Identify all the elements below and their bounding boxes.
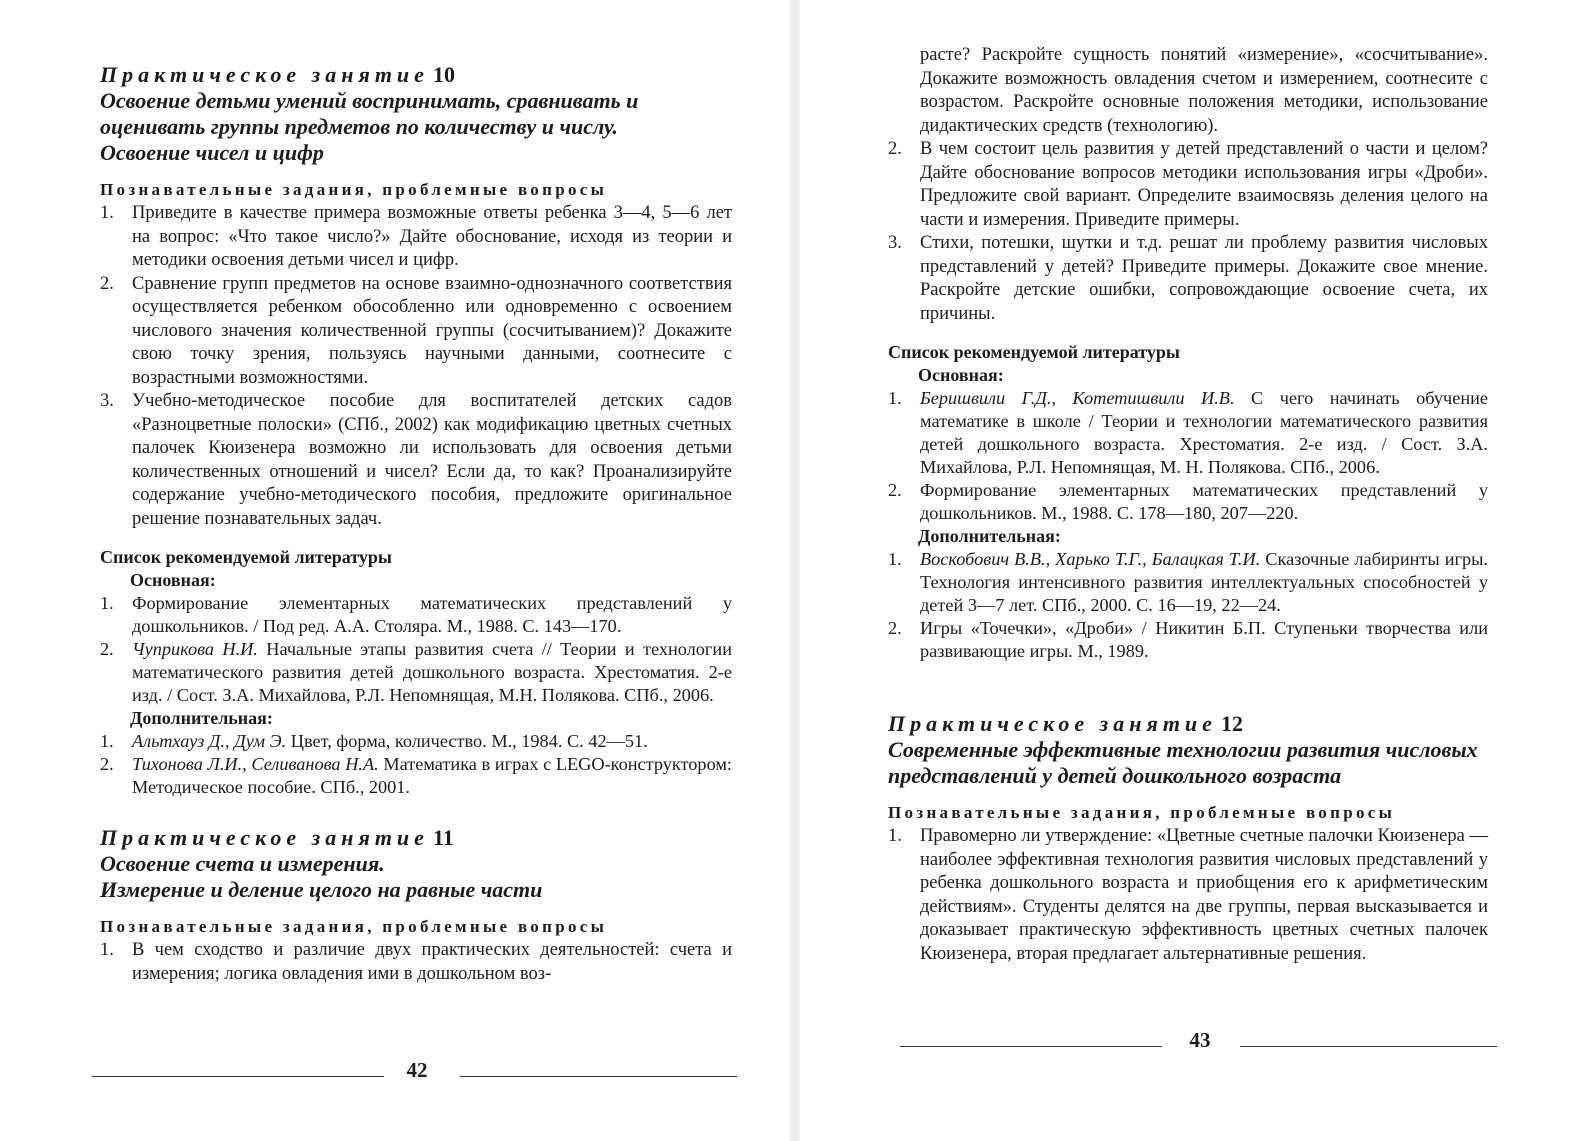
page-number: 42: [406, 1058, 428, 1082]
tasks-heading: Познавательные задания, проблемные вопросы: [100, 917, 608, 936]
list-item: 3. Стихи, потешки, шутки и т.д. решат ли проблему развития числовых представлений у детей? Приведите примеры. Докажите свое мнение. Раскройте детские ошибки, сопровождающие освоение счета, их причины.: [888, 233, 1488, 324]
section-title-pz10: Освоение детьми умений воспринимать, сравнивать и оценивать группы предметов по количеству и числу. Освоение чисел и цифр: [100, 88, 639, 165]
literature-extra-label: Дополнительная:: [130, 708, 273, 728]
tasks-heading: Познавательные задания, проблемные вопросы: [888, 803, 1396, 822]
section-label-pz11: Практическое занятие 11: [100, 825, 454, 850]
literature-main-label: Основная:: [918, 365, 1004, 385]
right-column: [888, 44, 1488, 966]
list-item: 1. Альтхауз Д., Дум Э. Цвет, форма, количество. М., 1984. С. 42—51.: [100, 731, 648, 751]
page-footer: [92, 1056, 737, 1096]
task-list: [100, 202, 732, 531]
list-item: 2. Сравнение групп предметов на основе взаимно-однозначного соответствия осуществляется ребенком обособленно или одновременно с освоением числового значения количественной группы (сосчитыванием)? Докажите свою точку зрения, пользуясь научными данными, соотнесите с возрастными возможностями.: [100, 273, 732, 388]
page-number: 43: [1189, 1028, 1211, 1052]
task-list: [888, 138, 1488, 326]
left-column: [100, 62, 732, 986]
footer-rule: [900, 1046, 1162, 1047]
literature-extra-list: [888, 548, 1488, 663]
list-item: 2. Чуприкова Н.И. Начальные этапы развития счета // Теории и технологии математического развития детей дошкольного возраста. Хрестоматия. 2-е изд. / Сост. З.А. Михайлова, Р.Л. Непомнящая, М.Н. Полякова. СПб., 2006.: [100, 639, 732, 705]
page-footer: [900, 1026, 1497, 1066]
section-title-pz11-line2: Измерение и деление целого на равные части: [100, 877, 543, 902]
list-item: 1. В чем сходство и различие двух практических деятельностей: счета и измерения; логика овладения ими в дошкольном воз-: [100, 940, 732, 984]
literature-main-label: Основная:: [130, 570, 216, 590]
list-item: 3. Учебно-методическое пособие для воспитателей детских садов «Разноцветные полоски» (СПб., 2002) как модификацию цветных счетных палочек Кюизенера возможно ли использовать для освоения детьми количественных отношений и чисел? Если да, то как? Проанализируйте содержание учебно-методического пособия, предложите оригинальное решение познавательных задач.: [100, 391, 732, 529]
section-title-pz12: Современные эффективные технологии развития числовых представлений у детей дошкольного возраста: [888, 737, 1478, 788]
list-item: 1. Беришвили Г.Д., Котетишвили И.В. С чего начинать обучение математике в школе / Теории и технологии математического развития детей дошкольного возраста. Хрестоматия. 2-е изд. / Сост. З.А. Михайлова, Р.Л. Непомнящая, М. Н. Полякова. СПб., 2006.: [888, 388, 1489, 477]
literature-heading: Список рекомендуемой литературы: [100, 547, 392, 567]
literature-main-list: [888, 387, 1488, 525]
list-item: 2. В чем состоит цель развития у детей представлений о части и целом? Дайте обоснование вопросов методики использования игры «Дроби». Предложите свой вариант. Определите взаимосвязь деления целого на части и измерения. Приведите примеры.: [888, 139, 1488, 230]
list-item: 1. Воскобович В.В., Харько Т.Г., Балацкая Т.И. Сказочные лабиринты игры. Технология интенсивного развития интеллектуальных способностей у детей 3—7 лет. СПб., 2000. С. 16—19, 22—24.: [888, 549, 1488, 615]
tasks-heading: Познавательные задания, проблемные вопросы: [100, 180, 608, 199]
literature-extra-label: Дополнительная:: [918, 526, 1061, 546]
page-42: [0, 0, 790, 1141]
continued-text: расте? Раскройте сущность понятий «измерение», «сосчитывание». Докажите возможность овладения счетом и измерением, соотнесите с возрастом. Раскройте основные положения методики, использование дидактических средств (технологию).: [920, 45, 1488, 136]
footer-rule: [1240, 1046, 1497, 1047]
literature-heading: Список рекомендуемой литературы: [888, 342, 1180, 362]
page-43: [800, 0, 1588, 1141]
list-item: 1. Правомерно ли утверждение: «Цветные счетные палочки Кюизенера — наиболее эффективная технология развития числовых представлений у ребенка дошкольного возраста и приобщения его к арифметическим действиям». Студенты делятся на две группы, первая высказывается и доказывает практическую эффективность цветных счетных палочек Кюизенера, вторая предлагает альтернативные решения.: [888, 826, 1488, 964]
literature-extra-list: [100, 730, 732, 799]
list-item: 1. Приведите в качестве примера возможные ответы ребенка 3—4, 5—6 лет на вопрос: «Что такое число?» Дайте обоснование, исходя из теории и методики освоения детьми чисел и цифр.: [100, 203, 732, 270]
book-gutter: [790, 0, 800, 1141]
footer-rule: [460, 1076, 737, 1077]
list-item: 2. Формирование элементарных математических представлений у дошкольников. М., 1988. С. 178—180, 207—220.: [888, 480, 1488, 523]
list-item: 2. Тихонова Л.И., Селиванова Н.А. Математика в играх с LEGO-конструктором: Методическое пособие. СПб., 2001.: [100, 754, 733, 797]
literature-main-list: [100, 592, 732, 707]
section-label-pz10: Практическое занятие 10: [100, 62, 455, 87]
task-list: [888, 825, 1488, 966]
list-item: 1. Формирование элементарных математических представлений у дошкольников. / Под ред. А.А. Столяра. М., 1988. С. 143—170.: [100, 593, 732, 636]
footer-rule: [92, 1076, 384, 1077]
task-list: [100, 939, 732, 986]
section-title-pz11-line1: Освоение счета и измерения.: [100, 851, 385, 876]
list-item: 2. Игры «Точечки», «Дроби» / Никитин Б.П. Ступеньки творчества или развивающие игры. М., 1989.: [888, 618, 1488, 661]
section-label-pz12: Практическое занятие 12: [888, 711, 1243, 736]
